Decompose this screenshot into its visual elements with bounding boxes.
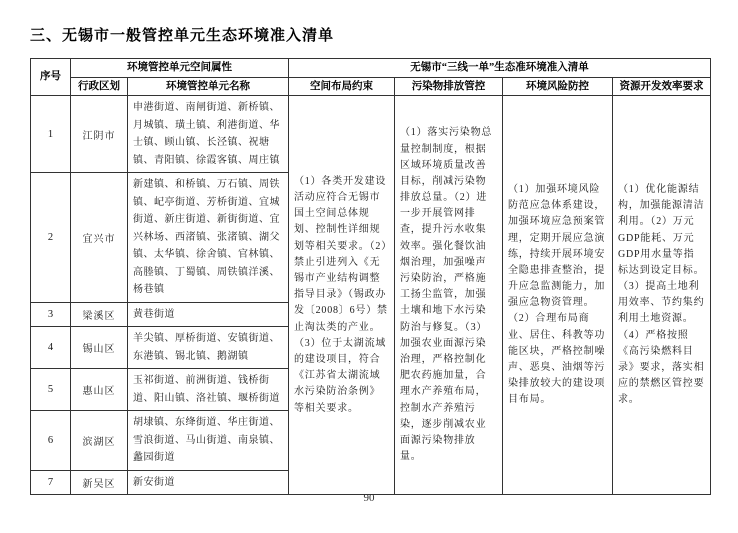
row-index: 4: [31, 327, 71, 369]
row-index: 2: [31, 173, 71, 303]
row-unit-names: 羊尖镇、厚桥街道、安镇街道、东港镇、锡北镇、鹅湖镇: [128, 327, 289, 369]
header-unit-name: 环境管控单元名称: [128, 77, 289, 96]
row-district: 江阴市: [71, 96, 128, 173]
row-district: 锡山区: [71, 327, 128, 369]
row-district: 梁溪区: [71, 302, 128, 327]
row-index: 5: [31, 369, 71, 411]
table-header: [31, 59, 711, 96]
row-unit-names: 胡埭镇、东绛街道、华庄街道、雪浪街道、马山街道、南泉镇、蠡园街道: [128, 411, 289, 471]
row-unit-names: 新建镇、和桥镇、万石镇、周铁镇、屺亭街道、芳桥街道、宜城街道、新庄街道、新街街道、宜兴林场、西渚镇、张渚镇、湖父镇、太华镇、徐舍镇、官林镇、高塍镇、丁蜀镇、周铁镇洋溪、杨巷镇: [128, 173, 289, 303]
merged-pollutant-control: （1）落实污染物总量控制制度，根据区域环境质量改善目标，削减污染物排放总量。（2）进一步开展管网排查，提升污水收集效率。强化餐饮油烟治理，加强噪声污染防治，严格施工扬尘监管，加强土壤和地下水污染防治与修复。（3）加强农业面源污染治理，严格控制化肥农药施加量，合理水产养殖布局，控制水产养殖污染，逐步削减农业面源污染物排放量。: [395, 96, 503, 495]
header-group-access-list: 无锡市“三线一单”生态准环境准入清单: [289, 59, 711, 78]
access-list-table: [30, 58, 711, 495]
row-unit-names: 申港街道、南闸街道、新桥镇、月城镇、璜土镇、利港街道、华士镇、顾山镇、长泾镇、祝塘镇、青阳镇、徐霞客镇、周庄镇: [128, 96, 289, 173]
table-row: [31, 96, 711, 173]
row-unit-names: 玉祁街道、前洲街道、钱桥街道、阳山镇、洛社镇、堰桥街道: [128, 369, 289, 411]
header-group-spatial-attributes: 环境管控单元空间属性: [71, 59, 289, 78]
page-title: 三、无锡市一般管控单元生态环境准入清单: [30, 28, 335, 44]
header-risk-control: 环境风险防控: [503, 77, 613, 96]
row-unit-names: 黄巷街道: [128, 302, 289, 327]
row-index: 7: [31, 470, 71, 495]
page-number: 90: [363, 492, 375, 504]
header-spatial-constraint: 空间布局约束: [289, 77, 395, 96]
row-district: 滨湖区: [71, 411, 128, 471]
header-district: 行政区划: [71, 77, 128, 96]
row-index: 1: [31, 96, 71, 173]
merged-spatial-constraint: （1）各类开发建设活动应符合无锡市国土空间总体规划、控制性详细规划等相关要求。（2）禁止引进列入《无锡市产业结构调整指导目录》（锡政办发〔2008〕6号）禁止淘汰类的产业。（3）位于太湖流域的建设项目，符合《江苏省太湖流域水污染防治条例》等相关要求。: [289, 96, 395, 495]
row-district: 惠山区: [71, 369, 128, 411]
row-index: 3: [31, 302, 71, 327]
merged-risk-control: （1）加强环境风险防范应急体系建设，加强环境应急预案管理，定期开展应急演练，持续开展环境安全隐患排查整治，提升应急监测能力，加强应急物资管理。（2）合理布局商业、居住、科教等功能区块，严格控制噪声、恶臭、油烟等污染排放较大的建设项目布局。: [503, 96, 613, 495]
merged-resource-efficiency: （1）优化能源结构，加强能源清洁利用。（2）万元GDP能耗、万元GDP用水量等指标达到设定目标。（3）提高土地利用效率、节约集约利用土地资源。（4）严格按照《高污染燃料目录》要求，落实相应的禁燃区管控要求。: [613, 96, 711, 495]
row-district: 宜兴市: [71, 173, 128, 303]
header-resource-efficiency: 资源开发效率要求: [613, 77, 711, 96]
row-district: 新吴区: [71, 470, 128, 495]
header-pollutant-control: 污染物排放管控: [395, 77, 503, 96]
row-index: 6: [31, 411, 71, 471]
row-unit-names: 新安街道: [128, 470, 289, 495]
header-index: 序号: [31, 59, 71, 96]
